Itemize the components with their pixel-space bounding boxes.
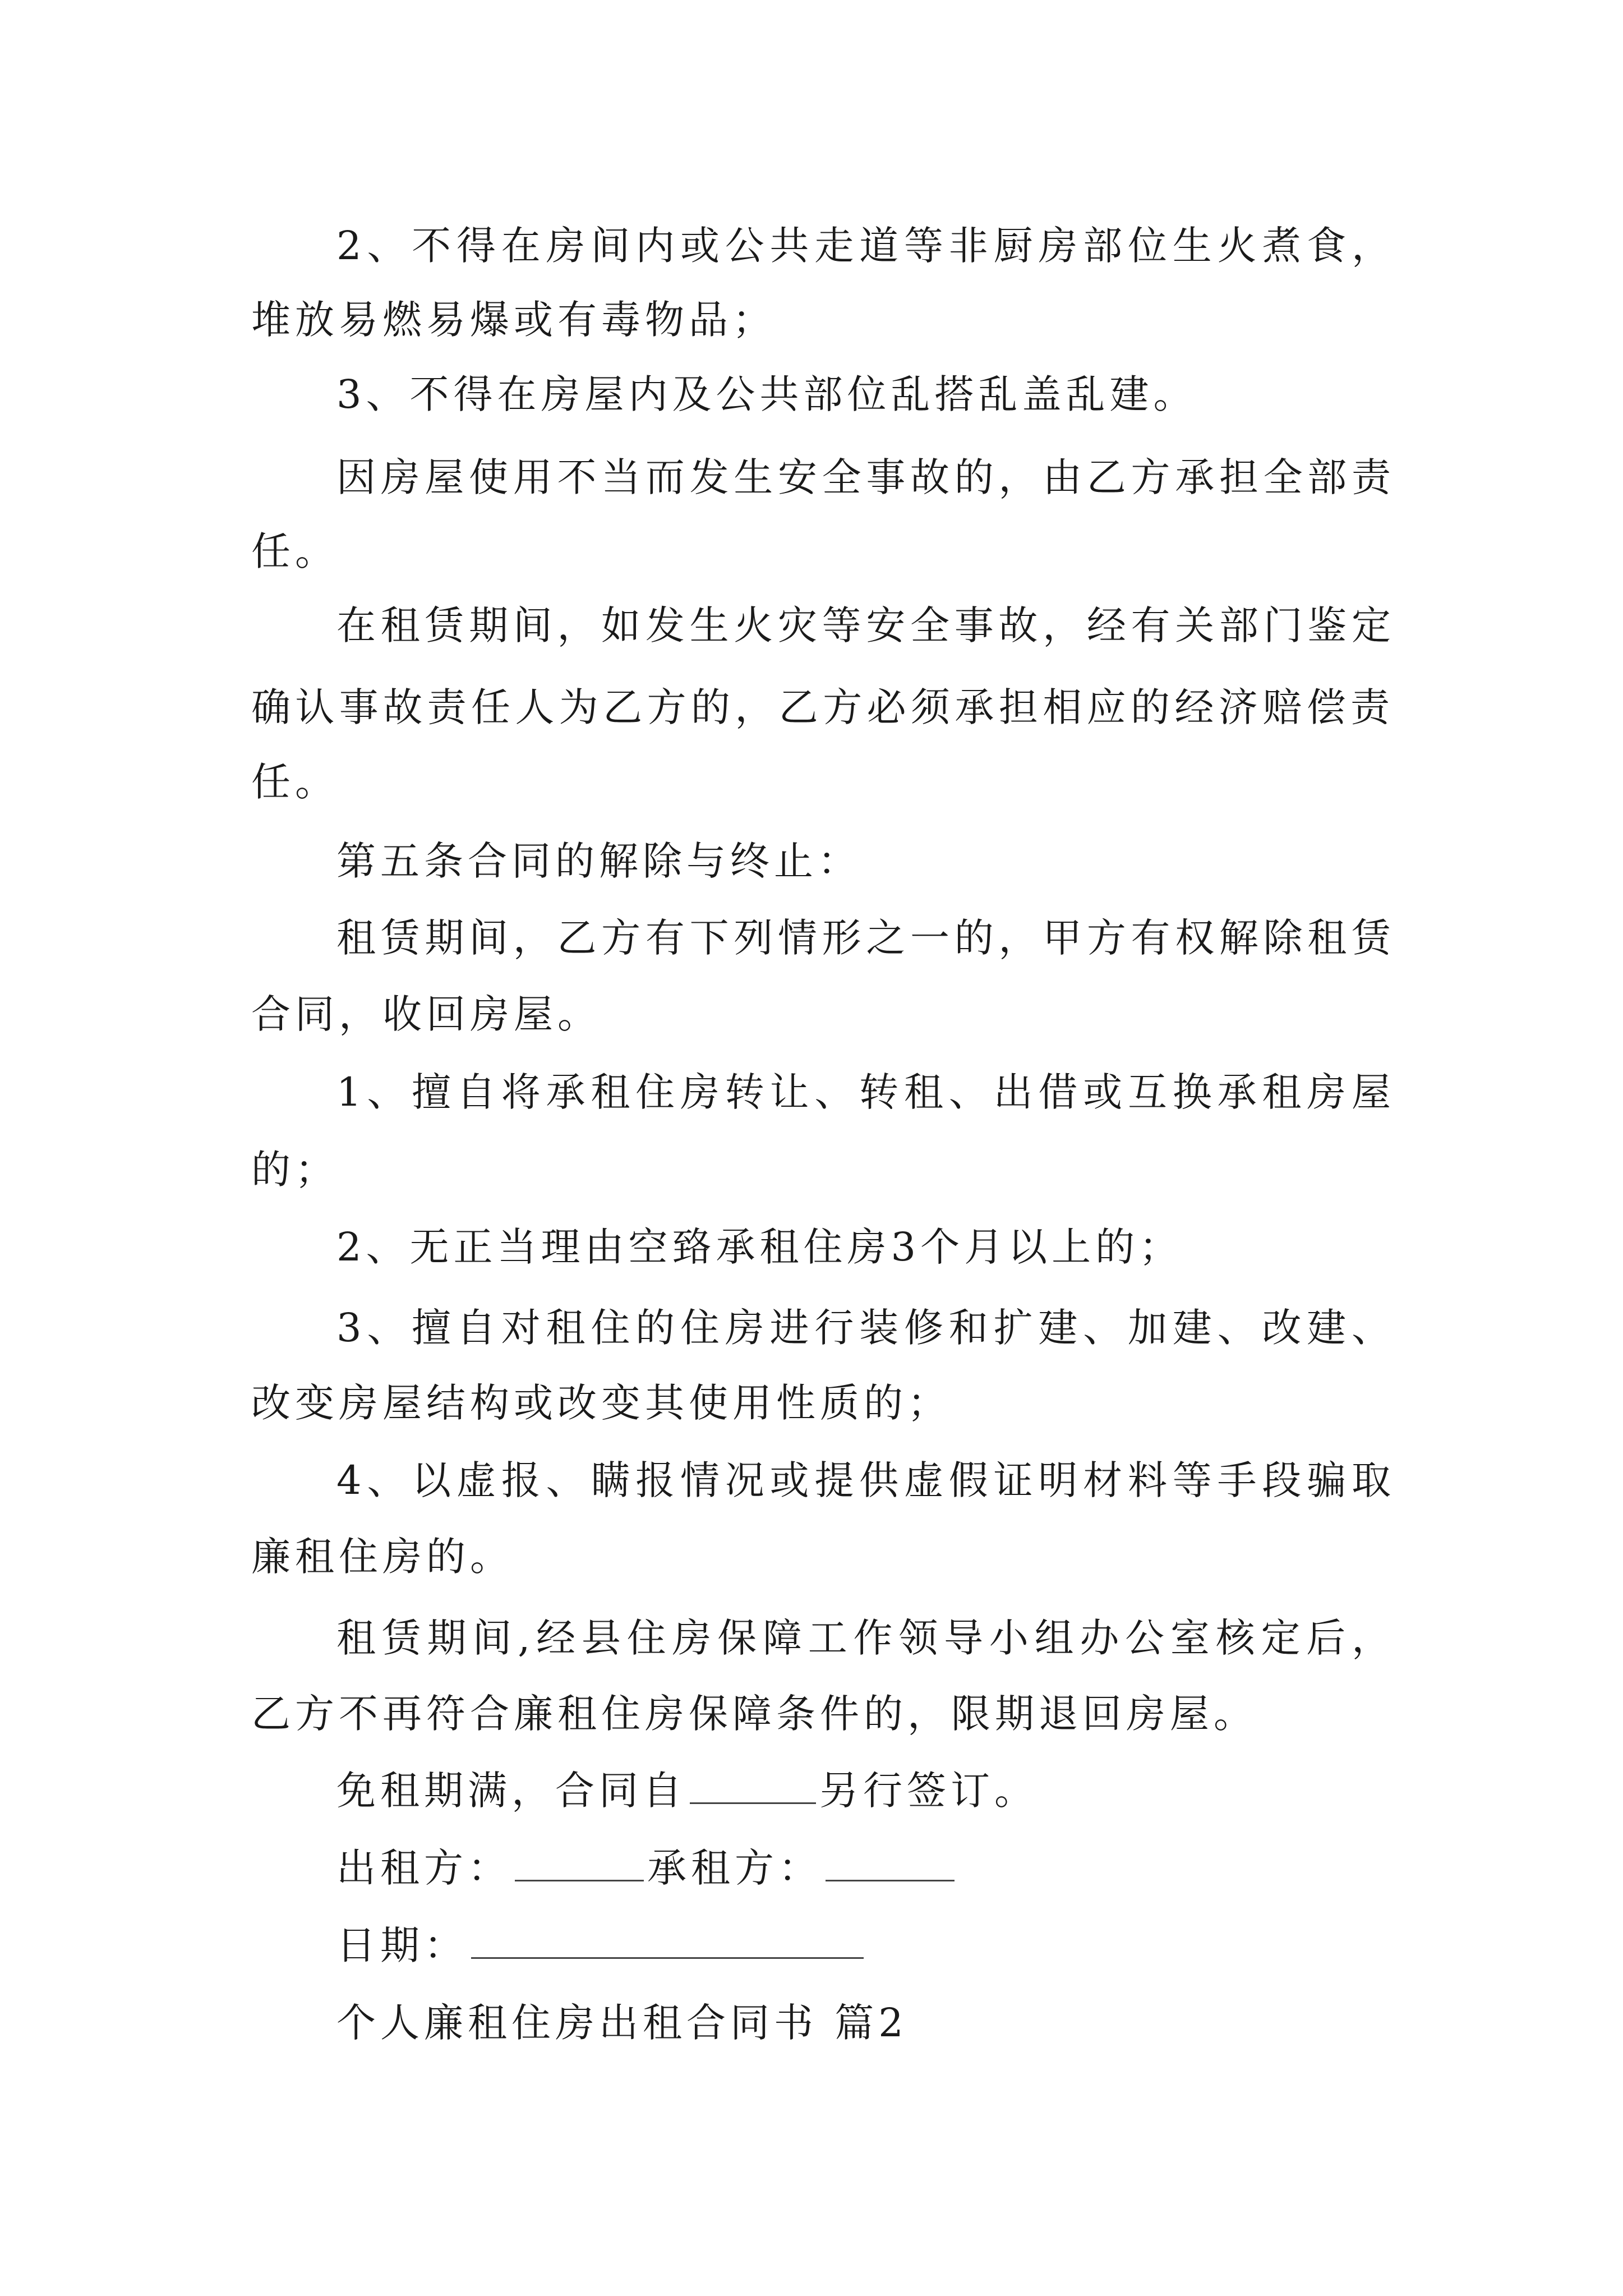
paragraph-line: 1、擅自将承租住房转让、转租、出借或互换承租房屋 (336, 1069, 1391, 1115)
renewal-text-before: 免租期满，合同自 (336, 1768, 686, 1814)
renewal-date-blank[interactable] (690, 1769, 816, 1804)
renewal-text-after: 另行签订。 (819, 1768, 1038, 1814)
paragraph-line: 2、无正当理由空臵承租住房3个月以上的； (336, 1224, 1183, 1270)
paragraph-line: 确认事故责任人为乙方的，乙方必须承担相应的经济赔偿责 (251, 684, 1390, 730)
paragraph-line: 租赁期间,经县住房保障工作领导小组办公室核定后， (336, 1615, 1391, 1661)
paragraph-line: 改变房屋结构或改变其使用性质的； (251, 1380, 951, 1426)
paragraph-line: 廉租住房的。 (251, 1534, 514, 1580)
paragraph-line: 4、以虚报、瞒报情况或提供虚假证明材料等手段骗取 (336, 1457, 1391, 1503)
next-section-heading: 个人廉租住房出租合同书 篇2 (336, 2000, 908, 2046)
date-line (336, 1912, 1391, 1979)
paragraph-line: 租赁期间，乙方有下列情形之一的，甲方有权解除租赁 (336, 915, 1391, 961)
paragraph-line: 在租赁期间，如发生火灾等安全事故，经有关部门鉴定 (336, 602, 1391, 648)
paragraph-line: 乙方不再符合廉租住房保障条件的，限期退回房屋。 (251, 1691, 1257, 1737)
renewal-clause (336, 1757, 1391, 1824)
paragraph-line: 的； (251, 1147, 339, 1193)
paragraph-line: 3、擅自对租住的住房进行装修和扩建、加建、改建、 (336, 1305, 1391, 1351)
paragraph-line: 2、不得在房间内或公共走道等非厨房部位生火煮食， (336, 223, 1391, 269)
lessor-label: 出租方： (336, 1845, 511, 1891)
paragraph-line: 因房屋使用不当而发生安全事故的，由乙方承担全部责 (336, 454, 1391, 500)
paragraph-line: 堆放易燃易爆或有毒物品； (251, 297, 776, 343)
signature-line (336, 1834, 1391, 1902)
paragraph-line: 任。 (251, 528, 339, 574)
paragraph-line: 合同，收回房屋。 (251, 991, 601, 1037)
date-blank[interactable] (471, 1924, 864, 1959)
lessee-blank[interactable] (826, 1846, 955, 1881)
paragraph-line: 3、不得在房屋内及公共部位乱搭乱盖乱建。 (336, 371, 1197, 417)
paragraph-line: 任。 (251, 759, 339, 805)
lessor-blank[interactable] (515, 1846, 644, 1881)
date-label: 日期： (336, 1922, 468, 1968)
lessee-label: 承租方： (647, 1845, 822, 1891)
section-heading: 第五条合同的解除与终止： (336, 838, 861, 884)
